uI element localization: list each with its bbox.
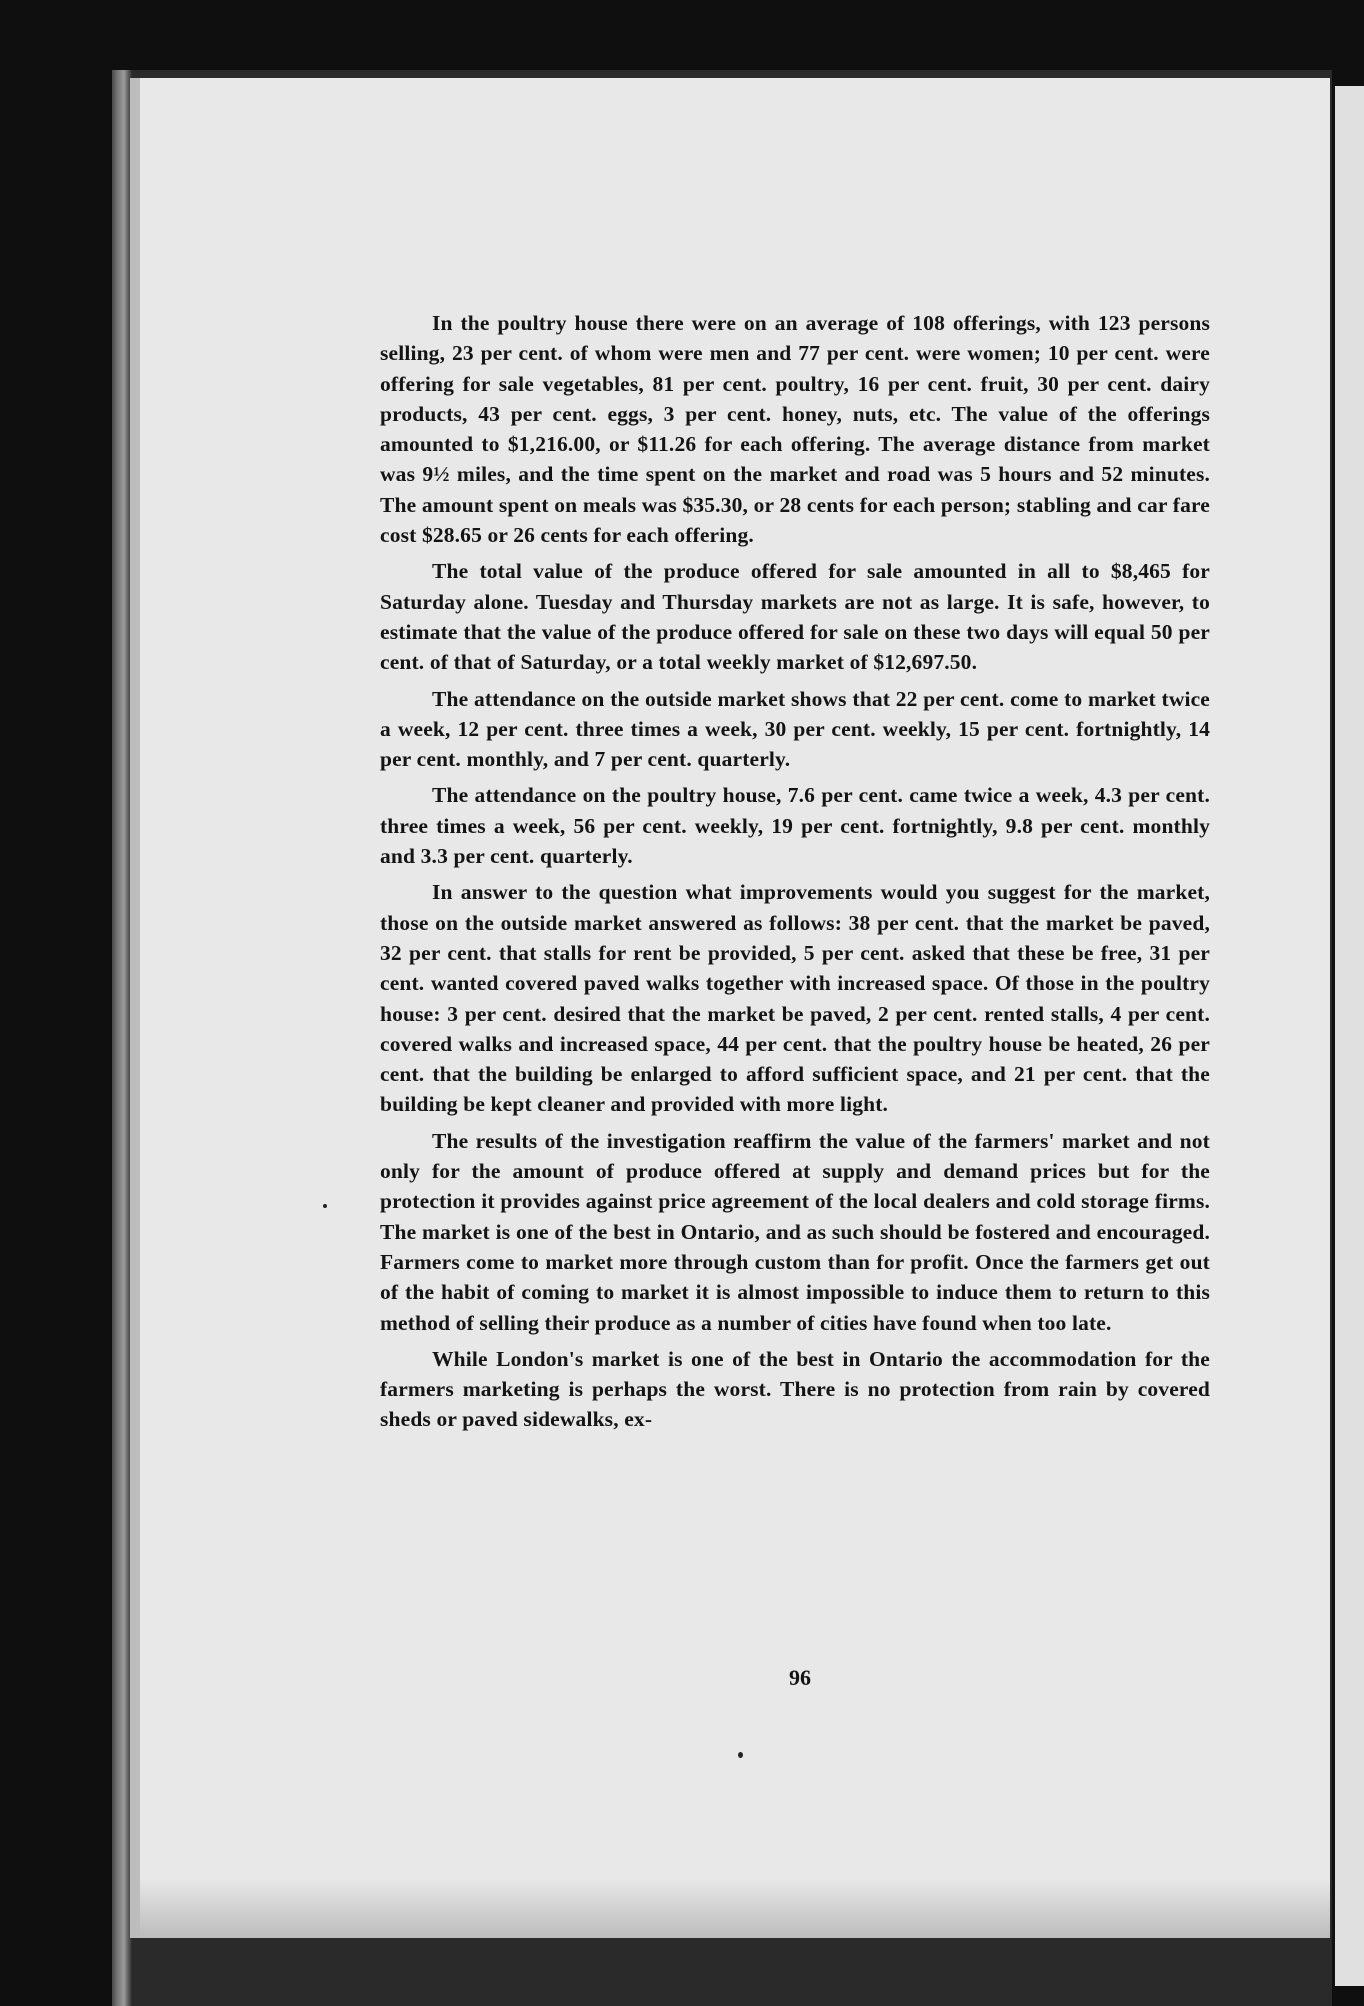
paragraph-poultry-house: In the poultry house there were on an average of 108 offerings, with 123 persons selling, 23 per cent. of whom were men and 77 per cent. were women; 10 per cent. were offering for sale vegetables, 81 per cent. poultry, 16 per cent. fruit, 30 per cent. dairy products, 43 per cent. eggs, 3 per cent. honey, nuts, etc. The value of the offerings amounted to $1,216.00, or $11.26 for each offering. The average distance from market was 9½ miles, and the time spent on the market and road was 5 hours and 52 minutes. The amount spent on meals was $35.30, or 28 cents for each person; stabling and car fare cost $28.65 or 26 cents for each offering. xyxy=(380,311,1210,548)
page-body-text xyxy=(380,308,1210,1441)
paragraph-poultry-attendance: The attendance on the poultry house, 7.6 per cent. came twice a week, 4.3 per cent. three times a week, 56 per cent. weekly, 19 per cent. fortnightly, 9.8 per cent. monthly and 3.3 per cent. quarterly. xyxy=(380,783,1210,869)
paragraph-improvements: In answer to the question what improvements would you suggest for the market, those on the outside market answered as follows: 38 per cent. that the market be paved, 32 per cent. that stalls for rent be provided, 5 per cent. asked that these be free, 31 per cent. wanted covered paved walks together with increased space. Of those in the poultry house: 3 per cent. desired that the market be paved, 2 per cent. rented stalls, 4 per cent. covered walks and increased space, 44 per cent. that the poultry house be heated, 26 per cent. that the building be enlarged to afford sufficient space, and 21 per cent. that the building be kept cleaner and provided with more light. xyxy=(380,880,1210,1117)
adjacent-page-edge xyxy=(1332,86,1364,1986)
paragraph-outside-attendance: The attendance on the outside market shows that 22 per cent. come to market twice a week, 12 per cent. three times a week, 30 per cent. weekly, 15 per cent. fortnightly, 14 per cent. monthly, and 7 per cent. quarterly. xyxy=(380,686,1210,772)
paragraph-accommodation: While London's market is one of the best in Ontario the accommodation for the farmers marketing is perhaps the worst. There is no protection from rain by covered sheds or paved sidewalks, ex- xyxy=(380,1346,1210,1432)
paragraph-results: The results of the investigation reaffirm the value of the farmers' market and not only for the amount of produce offered at supply and demand prices but for the protection it provides against price agreement of the local dealers and cold storage firms. The market is one of the best in Ontario, and as such should be fostered and encouraged. Farmers come to market more through custom than for profit. Once the farmers get out of the habit of coming to market it is almost impossible to induce them to return to this method of selling their produce as a number of cities have found when too late. xyxy=(380,1128,1210,1335)
page-number: 96 xyxy=(789,1665,811,1690)
scan-speck xyxy=(738,1752,743,1758)
scan-speck xyxy=(323,1204,327,1208)
paragraph-total-value: The total value of the produce offered for sale amounted in all to $8,465 for Saturday alone. Tuesday and Thursday markets are not as large. It is safe, however, to estimate that the value of the produce offered for sale on these two days will equal 50 per cent. of that of Saturday, or a total weekly market of $12,697.50. xyxy=(380,559,1210,675)
